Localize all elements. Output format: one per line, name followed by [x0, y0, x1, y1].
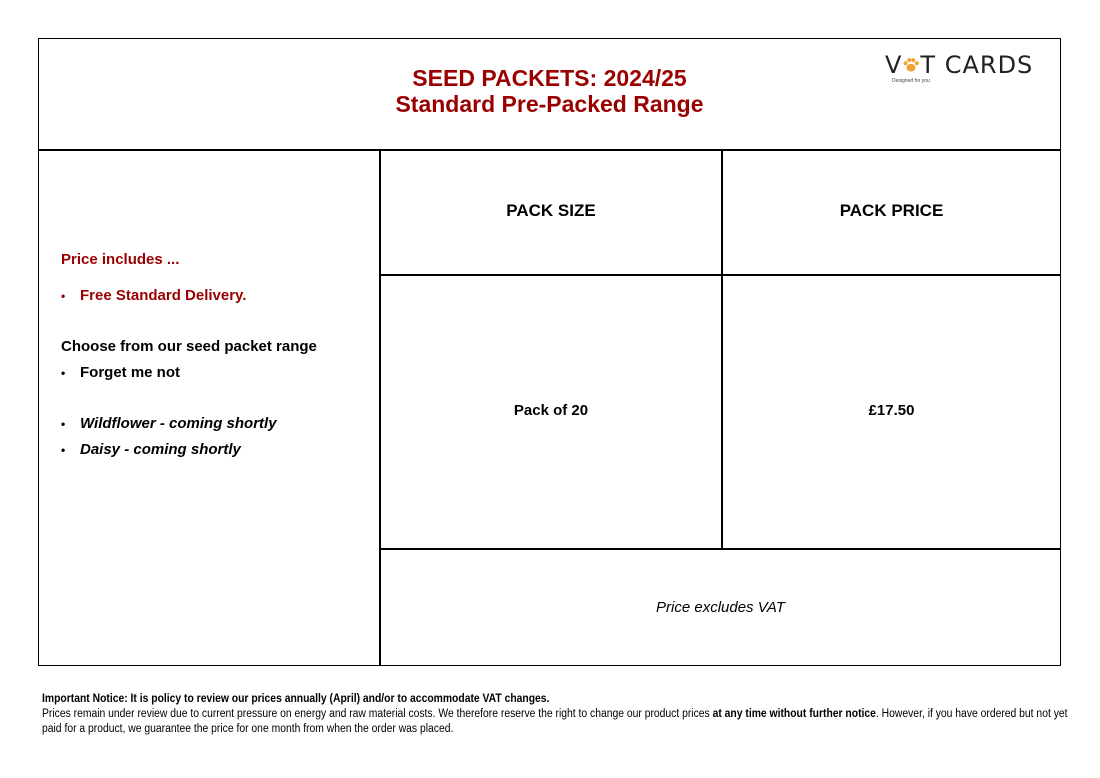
paw-icon — [902, 56, 920, 74]
logo-tagline: Designed for you — [892, 78, 930, 84]
product-info-panel — [61, 251, 381, 459]
price-includes-label: Price includes ... — [61, 251, 180, 268]
notice-text-2: . However, if you have ordered but not yet paid for a product, we guarantee the price for one month from when the order was placed. — [42, 708, 1068, 735]
coming-item — [61, 415, 381, 433]
price-sheet — [38, 38, 1061, 666]
pack-size-header: PACK SIZE — [506, 201, 596, 220]
bullet-icon: • — [61, 443, 66, 457]
range-heading: Choose from our seed packet range — [61, 338, 317, 355]
brand-logo — [885, 51, 1045, 87]
header-divider — [39, 149, 1060, 151]
bullet-icon: • — [61, 289, 66, 303]
bullet-icon: • — [61, 366, 66, 380]
pack-size-value: Pack of 20 — [513, 402, 589, 419]
logo-letter-v: V — [885, 51, 903, 79]
coming-item-label: Daisy - coming shortly — [80, 441, 241, 458]
pack-price-value: £17.50 — [868, 402, 915, 419]
logo-wordmark — [885, 51, 1033, 79]
bullet-icon: • — [61, 417, 66, 431]
coming-item-label: Wildflower - coming shortly — [80, 415, 277, 432]
pack-price-header: PACK PRICE — [839, 201, 944, 220]
logo-letters-rest: T CARDS — [920, 51, 1034, 79]
title-line-1: SEED PACKETS: 2024/25 — [412, 65, 687, 91]
coming-item — [61, 441, 381, 459]
notice-text-bold: at any time without further notice — [712, 708, 876, 720]
notice-text-1: Prices remain under review due to current pressure on energy and raw material costs. We therefore reserve the right to change our product prices — [42, 708, 713, 720]
includes-item-label: Free Standard Delivery. — [80, 287, 247, 304]
vat-note: Price excludes VAT — [656, 599, 785, 616]
range-item — [61, 364, 381, 382]
table-body-divider — [379, 548, 1060, 550]
title-line-2: Standard Pre-Packed Range — [395, 91, 704, 117]
notice-body — [42, 707, 1072, 737]
includes-item — [61, 287, 381, 305]
table-header-divider — [379, 274, 1060, 276]
important-notice — [42, 692, 1072, 737]
notice-heading: Important Notice: It is policy to review our prices annually (April) and/or to accommodate VAT changes. — [42, 693, 550, 705]
range-item-label: Forget me not — [80, 364, 180, 381]
